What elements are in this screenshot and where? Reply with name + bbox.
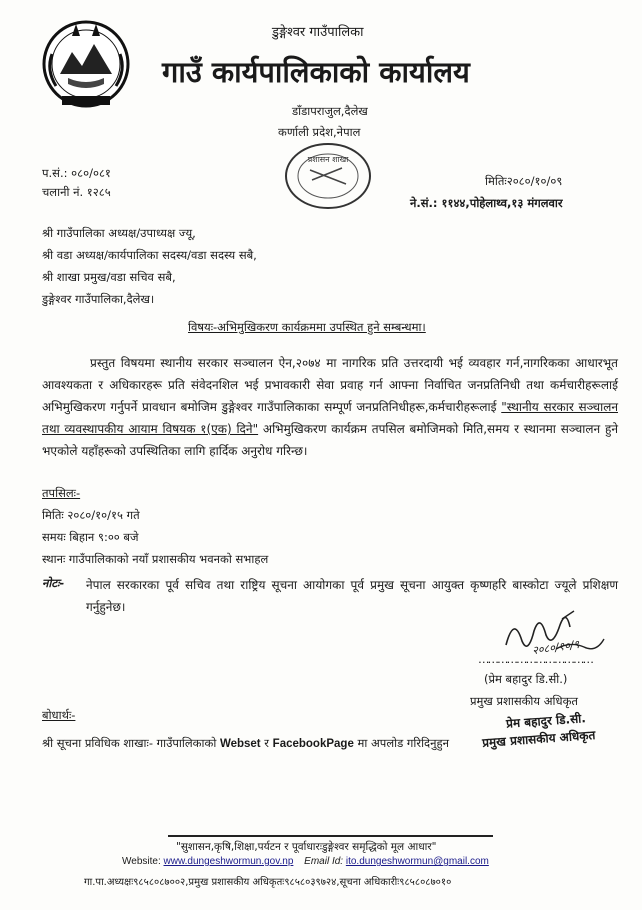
program-time: समयः बिहान ९:०० बजे — [42, 530, 139, 544]
email-link[interactable]: ito.dungeshwormun@gmail.com — [345, 856, 489, 867]
footer-slogan: "सुशासन,कृषि,शिक्षा,पर्यटन र पूर्वाधारःडुङ्गेश्वर समृद्धिको मूल आधार" — [176, 841, 437, 853]
office-stamp — [280, 140, 376, 212]
cc-heading: बोधार्थः- — [42, 708, 76, 722]
cc-facebook: FacebookPage — [272, 738, 354, 750]
body-text-part-1: प्रस्तुत विषयमा स्थानीय सरकार सञ्चालन ऐन,२०७४ मा नागरिक प्रति उत्तरदायी भई व्यवहार गर्न,नागरिकका आधारभूत आवश्यकता र अधिकारहरू प्रति संवेदनशिल भई प्रभावकारी सेवा प्रवाह गर्न आफ्ना निर्वाचित जनप्रतिनिधी तथा कर्मचारीहरूलाई अभिमुखिकरण गर्नुपर्ने प्रावधान बमोजिम डुङ्गेश्वर गाउँपालिकाका सम्पूर्ण जनप्रतिनिधीहरू,कर्मचारीहरूलाई — [42, 356, 618, 414]
municipality-name: डुङ्गेश्वर गाउँपालिका — [272, 25, 364, 40]
body-text-part-2: अभिमुखिकरण कार्यक्रम तपसिल बमोजिमको मिति,समय र स्थानमा सञ्चालन हुने भएकोले यहाँहरूको उपस्थितिका लागि हार्दिक अनुरोध गरिन्छ। — [42, 422, 618, 458]
program-title: "स्थानीय सरकार सञ्चालन तथा व्यवस्थापकीय आयाम विषयक १(एक) दिने" — [42, 400, 618, 436]
office-title: गाउँ कार्यपालिकाको कार्यालय — [162, 55, 470, 89]
body-paragraph — [42, 352, 618, 462]
nepal-era-date: ने.सं.: ११४४,पोहेलाथ्व,१३ मंगलवार — [410, 196, 563, 210]
handwritten-date: २०८०/१०/९ — [531, 637, 581, 658]
program-venue: स्थानः गाउँपालिकाको नयाँ प्रशासकीय भवनको सभाहल — [42, 552, 269, 566]
recipient-line: श्री वडा अध्यक्ष/कार्यपालिका सदस्य/वडा सदस्य सबै, — [42, 248, 257, 262]
officer-title-stamp: प्रमुख प्रशासकीय अधिकृत — [481, 728, 596, 750]
cc-text-mid: र — [260, 736, 273, 750]
cc-text-prefix: श्री सूचना प्रविधिक शाखाः- गाउँपालिकाको — [42, 736, 220, 750]
note-label: नोटः- — [42, 576, 65, 590]
recipient-line: डुङ्गेश्वर गाउँपालिका,दैलेख। — [42, 292, 155, 306]
note-text: नेपाल सरकारका पूर्व सचिव तथा राष्ट्रिय सूचना आयोगका पूर्व प्रमुख सूचना आयुक्त कृष्णहरि बास्कोटा ज्यूले प्रशिक्षण गर्नुहुनेछ। — [86, 578, 618, 614]
cc-webset: Webset — [219, 738, 261, 750]
address-line-2: कर्णाली प्रदेश,नेपाल — [278, 125, 361, 139]
cc-text-suffix: मा अपलोड गरिदिनुहुन — [353, 736, 450, 750]
officer-name-stamp: प्रेम बहादुर डि.सी. — [505, 711, 587, 731]
cc-line — [42, 736, 449, 751]
footer-divider — [168, 835, 493, 837]
footer-phones: गा.पा.अध्यक्षः९८५८०८७००२,प्रमुख प्रशासकीय अधिकृतः९८५८०३९७२४,सूचना अधिकारीः९८५८०८७०१० — [84, 877, 452, 888]
recipient-line: श्री गाउँपालिका अध्यक्ष/उपाध्यक्ष ज्यू, — [42, 226, 196, 240]
details-heading: तपसिलः- — [42, 486, 81, 500]
website-label: Website: — [122, 856, 164, 867]
svg-text:प्रशासन शाखा: प्रशासन शाखा — [307, 155, 349, 164]
letter-date: मितिः२०८०/१०/०९ — [485, 174, 563, 188]
address-line-1: डाँडापराजुल,दैलेख — [292, 104, 368, 118]
government-emblem — [38, 14, 134, 110]
recipient-line: श्री शाखा प्रमुख/वडा सचिव सबै, — [42, 270, 176, 284]
email-label: Email Id: — [304, 856, 346, 867]
letter-subject: विषयः-अभिमुखिकरण कार्यक्रममा उपस्थित हुने सम्बन्धमा। — [188, 320, 426, 334]
website-link[interactable]: www.dungeshwormun.gov.np — [163, 856, 294, 867]
signature-dots: ……………………………… — [478, 652, 592, 666]
reference-number: प.सं.: ०८०/०८१ — [42, 166, 111, 180]
footer-contact — [122, 856, 489, 867]
signatory-name: (प्रेम बहादुर डि.सी.) — [484, 672, 568, 686]
program-date: मितिः २०८०/१०/१५ गते — [42, 508, 140, 522]
signatory-title: प्रमुख प्रशासकीय अधिकृत — [470, 694, 578, 708]
dispatch-number: चलानी नं. १२८५ — [42, 185, 111, 199]
